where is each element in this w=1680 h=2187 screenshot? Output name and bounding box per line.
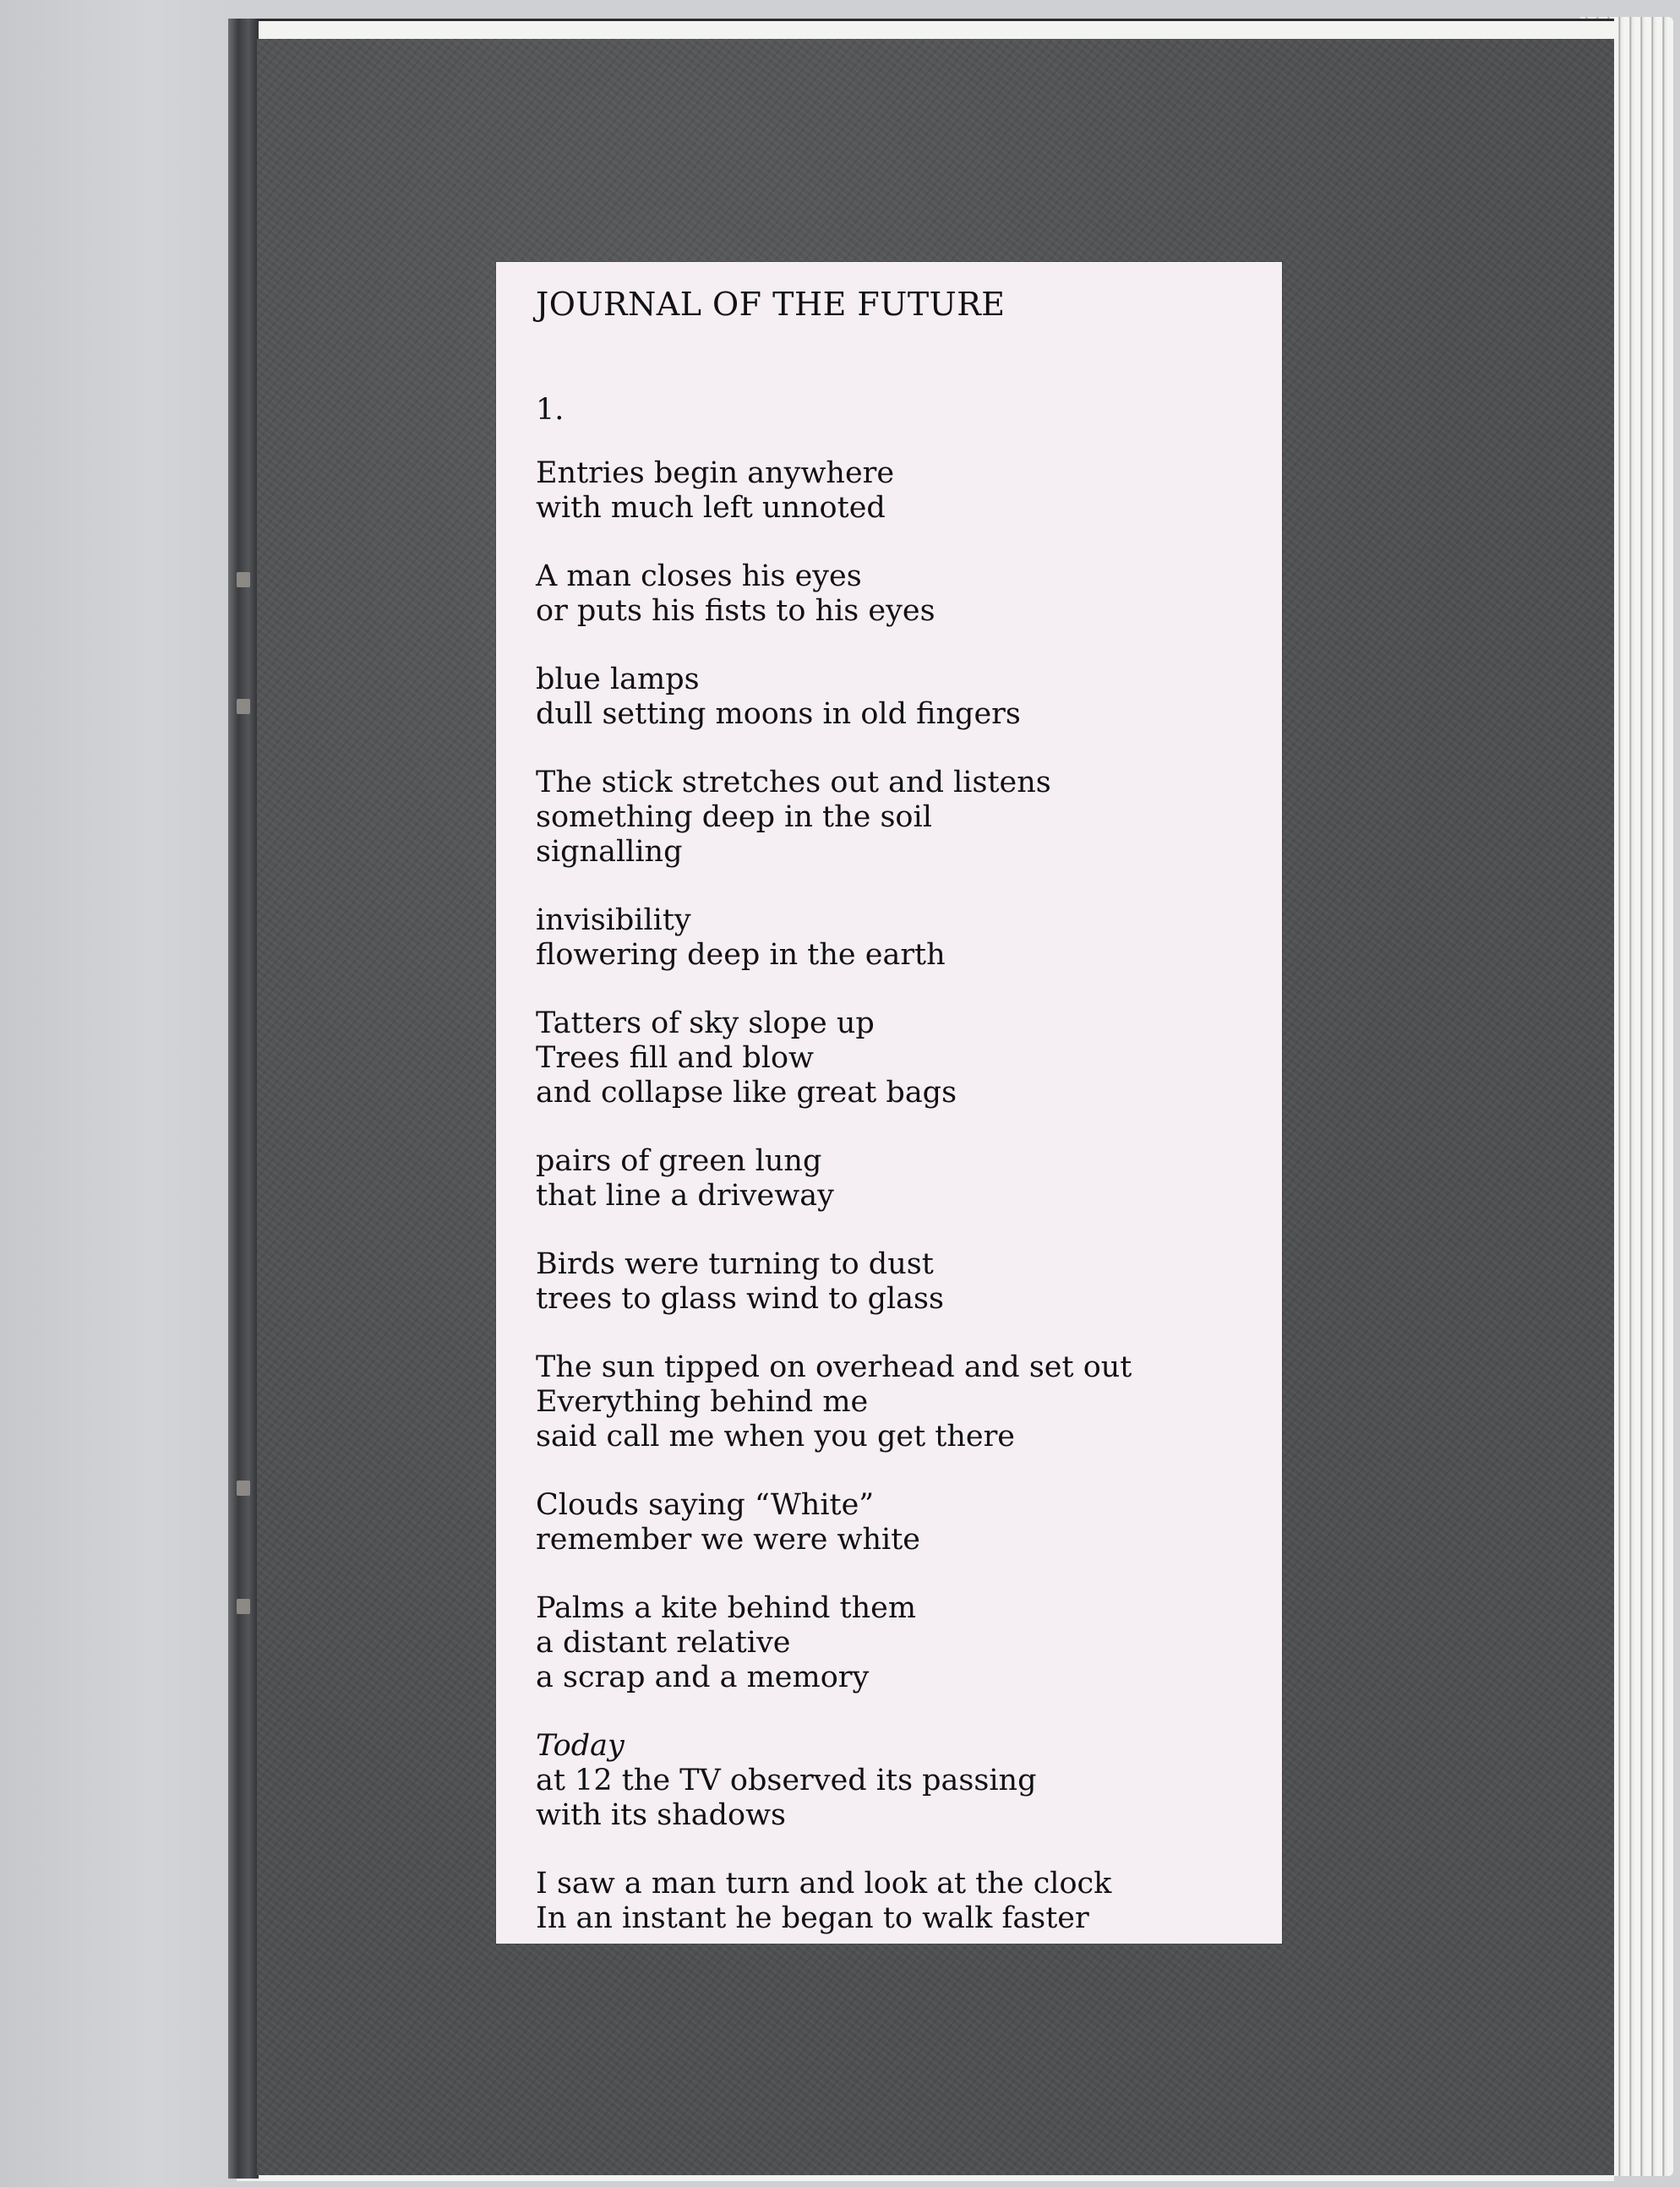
poem-line: Today (536, 1729, 625, 1763)
stanza (536, 1488, 1271, 1557)
poem-line: Clouds saying “White” (536, 1488, 875, 1522)
poem-line: something deep in the soil (536, 800, 932, 834)
poem-line: with its shadows (536, 1798, 786, 1832)
poem-line: with much left unnoted (536, 491, 886, 525)
poem-line: dull setting moons in old fingers (536, 697, 1021, 731)
poem-line: a scrap and a memory (536, 1661, 870, 1694)
poem-line: that line a driveway (536, 1179, 834, 1213)
poem-line: Everything behind me (536, 1385, 869, 1419)
staple (237, 699, 250, 714)
poem-line: and collapse like great bags (536, 1076, 957, 1110)
poem-body (536, 456, 1271, 1970)
poem-line: said call me when you get there (536, 1420, 1016, 1453)
poem-line: blue lamps (536, 663, 700, 696)
poem-line: a distant relative (536, 1626, 791, 1660)
stanza (536, 1144, 1271, 1213)
poem-line: Palms a kite behind them (536, 1591, 917, 1625)
stanza (536, 1591, 1271, 1695)
poem-line: signalling (536, 835, 683, 869)
poem-line: Tatters of sky slope up (536, 1006, 875, 1040)
poem-line: trees to glass wind to glass (536, 1282, 944, 1316)
poem-line: invisibility (536, 903, 691, 937)
poem-line: Entries begin anywhere (536, 456, 895, 490)
poem-title: JOURNAL OF THE FUTURE (536, 286, 1006, 323)
poem-line: pairs of green lung (536, 1144, 822, 1178)
section-number: 1. (536, 393, 565, 427)
poem-line: flowering deep in the earth (536, 938, 946, 972)
poem-line: at 12 the TV observed its passing (536, 1764, 1037, 1797)
stanza (536, 663, 1271, 732)
poem-sheet (496, 262, 1282, 1944)
stanza (536, 1006, 1271, 1110)
staple (237, 1599, 250, 1614)
poem-line: remember we were white (536, 1523, 921, 1557)
poem-line: A man closes his eyes (536, 559, 862, 593)
stanza (536, 1867, 1271, 1936)
poem-line: The stick stretches out and listens (536, 766, 1051, 799)
stanza (536, 559, 1271, 629)
poem-line: I saw a man turn and look at the clock (536, 1867, 1112, 1901)
stanza (536, 1350, 1271, 1454)
stanza (536, 456, 1271, 526)
poem-line: In an instant he began to walk faster (536, 1901, 1089, 1935)
staple (237, 572, 250, 587)
poem-line: Birds were turning to dust (536, 1247, 934, 1281)
stanza (536, 903, 1271, 973)
poem-line: Trees fill and blow (536, 1041, 815, 1075)
staple (237, 1481, 250, 1496)
booklet-spine (228, 19, 259, 2179)
stanza (536, 766, 1271, 870)
stanza (536, 1247, 1271, 1317)
poem-line: or puts his fists to his eyes (536, 594, 935, 628)
stanza (536, 1729, 1271, 1833)
poem-line: The sun tipped on overhead and set out (536, 1350, 1132, 1384)
